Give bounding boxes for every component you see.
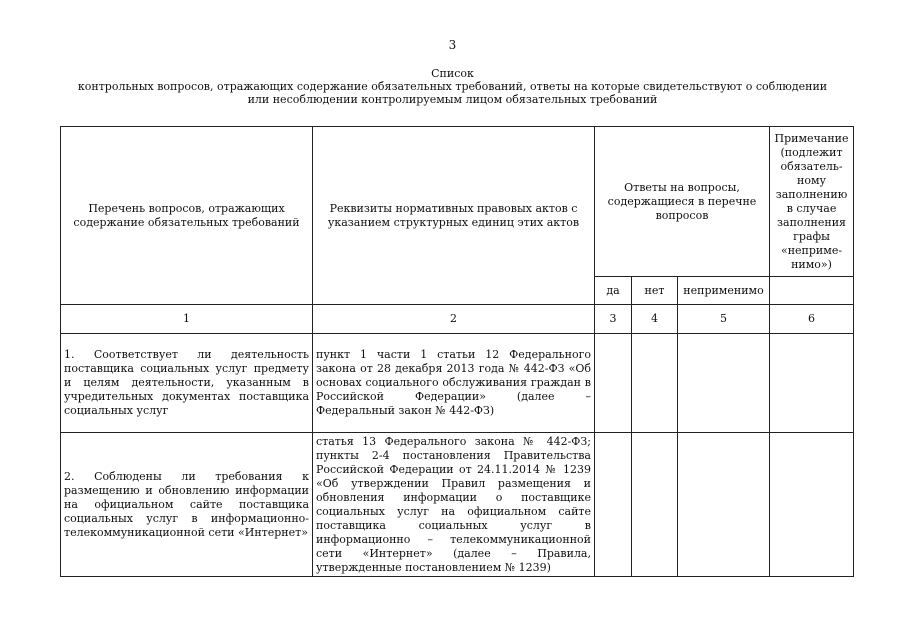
answer-no-cell[interactable] — [632, 334, 678, 433]
legal-acts-cell: пункт 1 части 1 статьи 12 Федерального закона от 28 декабря 2013 года № 442-ФЗ «Об основах социального обслуживания граждан в Российской Федерации» (далее – Федеральный закон № 442-ФЗ) — [313, 334, 595, 433]
answer-na-cell[interactable] — [678, 334, 770, 433]
checklist-table — [60, 126, 854, 577]
page-number: 3 — [448, 38, 457, 52]
column-number: 2 — [313, 305, 595, 334]
table-row — [61, 334, 854, 433]
column-number: 3 — [595, 305, 632, 334]
column-numbers-row — [61, 305, 854, 334]
answer-yes-cell[interactable] — [595, 334, 632, 433]
answer-na-cell[interactable] — [678, 433, 770, 577]
header-not-applicable: неприменимо — [678, 277, 770, 305]
column-number: 6 — [770, 305, 854, 334]
column-number: 4 — [632, 305, 678, 334]
header-yes: да — [595, 277, 632, 305]
header-no: нет — [632, 277, 678, 305]
table-row — [61, 433, 854, 577]
header-row — [61, 127, 854, 277]
header-answers: Ответы на вопросы, содержащиеся в перечне вопросов — [595, 127, 770, 277]
column-number: 1 — [61, 305, 313, 334]
header-questions: Перечень вопросов, отражающих содержание обязательных требований — [61, 127, 313, 305]
answer-yes-cell[interactable] — [595, 433, 632, 577]
document-title — [0, 67, 905, 106]
answer-no-cell[interactable] — [632, 433, 678, 577]
question-cell: 1. Соответствует ли деятельность поставщика социальных услуг предмету и целям деятельности, указанным в учредительных документах поставщика социальных услуг — [61, 334, 313, 433]
title-line-2: контрольных вопросов, отражающих содержание обязательных требований, ответы на которые свидетельствуют о соблюдении — [77, 80, 828, 93]
note-cell[interactable] — [770, 334, 854, 433]
title-line-3: или несоблюдении контролируемым лицом обязательных требований — [247, 93, 658, 106]
title-line-1: Список — [431, 67, 474, 80]
header-note-empty — [770, 277, 854, 305]
header-legal-acts: Реквизиты нормативных правовых актов с указанием структурных единиц этих актов — [313, 127, 595, 305]
note-cell[interactable] — [770, 433, 854, 577]
question-cell: 2. Соблюдены ли требования к размещению и обновлению информации на официальном сайте поставщика социальных услуг в информационно-телекоммуникационной сети «Интернет» — [61, 433, 313, 577]
column-number: 5 — [678, 305, 770, 334]
header-note: Примечание (подлежит обязатель- ному заполнению в случае заполнения графы «неприме- нимо») — [770, 127, 854, 277]
legal-acts-cell: статья 13 Федерального закона № 442-ФЗ; пункты 2-4 постановления Правительства Российской Федерации от 24.11.2014 № 1239 «Об утверждении Правил размещения и обновления информации о поставщике социальных услуг на официальном сайте поставщика социальных услуг в информационно – телекоммуникационной сети «Интернет» (далее – Правила, утвержденные постановлением № 1239) — [313, 433, 595, 577]
